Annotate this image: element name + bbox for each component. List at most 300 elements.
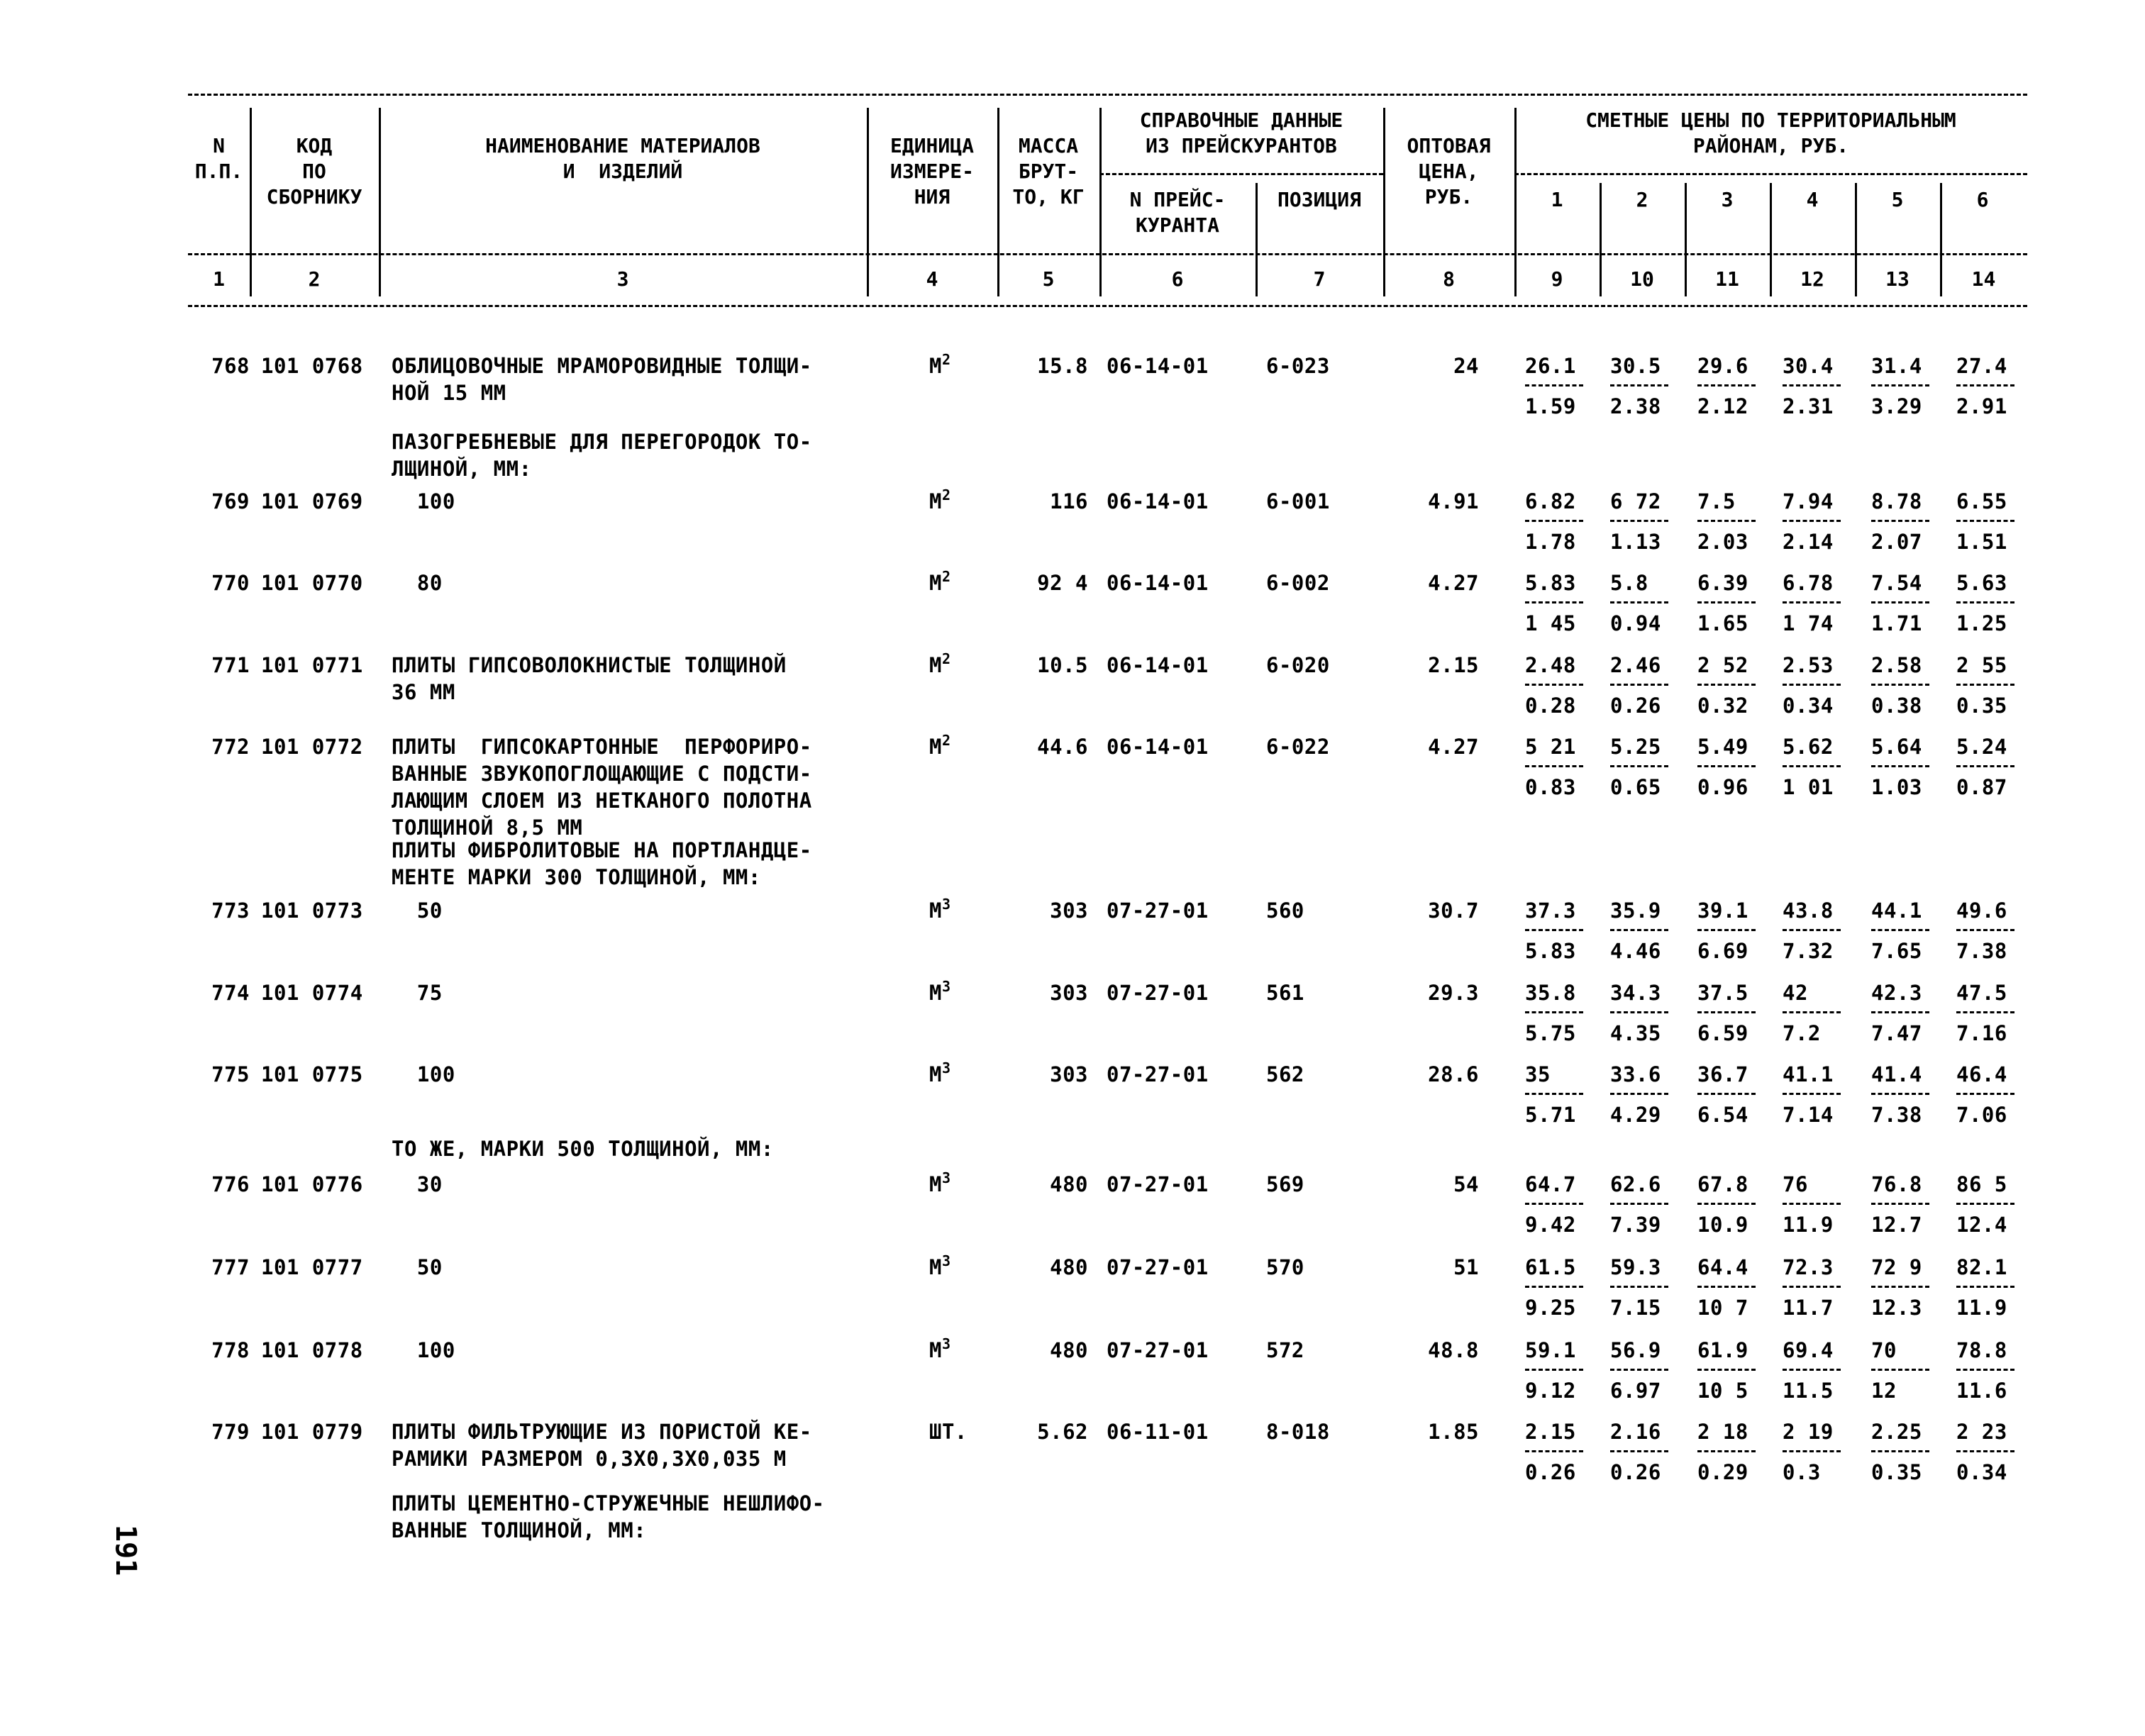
fraction-bar — [1610, 1011, 1668, 1013]
regions-sub-rule — [1514, 173, 2027, 175]
fraction-bar — [1525, 520, 1583, 522]
header-col-mass: МАССА БРУТ- ТО, КГ — [1012, 134, 1085, 208]
fraction-bar — [1783, 1093, 1841, 1095]
row-price: 64.4 — [1697, 1255, 1748, 1279]
unit-exponent: 3 — [941, 896, 951, 913]
row-price-sub: 7.06 — [1956, 1103, 2007, 1127]
row-name: 30 — [392, 1172, 443, 1196]
row-price: 42.3 — [1871, 981, 1922, 1005]
row-price-sub: 0.3 — [1783, 1460, 1821, 1484]
row-price-sub: 0.26 — [1610, 694, 1661, 718]
fraction-bar — [1697, 1286, 1756, 1288]
fraction-bar — [1697, 1450, 1756, 1452]
fraction-bar — [1871, 1450, 1929, 1452]
row-unit — [929, 897, 951, 924]
row-price: 43.8 — [1783, 898, 1834, 923]
row-price: 86 5 — [1956, 1172, 2007, 1196]
row-price: 6 72 — [1610, 489, 1661, 513]
row-price: 67.8 — [1697, 1172, 1748, 1196]
row-price: 7.54 — [1871, 571, 1922, 595]
row-price-sub: 7.32 — [1783, 939, 1834, 963]
row-price: 2.58 — [1871, 653, 1922, 677]
row-price-sub: 11.7 — [1783, 1296, 1834, 1320]
row-price-sub: 0.26 — [1525, 1460, 1576, 1484]
region-label: 5 — [1891, 188, 1904, 211]
row-price: 69.4 — [1783, 1338, 1834, 1362]
fraction-bar — [1956, 1093, 2014, 1095]
fraction-bar — [1697, 601, 1756, 603]
fraction-bar — [1783, 1450, 1841, 1452]
row-number: 777 — [211, 1255, 250, 1279]
row-code: 101 0776 — [261, 1172, 363, 1196]
fraction-bar — [1956, 929, 2014, 931]
row-name: 100 — [392, 489, 455, 513]
row-price-sub: 2.07 — [1871, 530, 1922, 554]
row-price: 8.78 — [1871, 489, 1922, 513]
fraction-bar — [1871, 384, 1929, 386]
section-title: ПЛИТЫ ФИБРОЛИТОВЫЕ НА ПОРТЛАНДЦЕ- МЕНТЕ МАРКИ 300 ТОЛЩИНОЙ, ММ: — [392, 838, 812, 889]
row-number: 779 — [211, 1420, 250, 1444]
row-price-sub: 1.13 — [1610, 530, 1661, 554]
fraction-bar — [1697, 765, 1756, 767]
row-price: 35.9 — [1610, 898, 1661, 923]
row-price: 78.8 — [1956, 1338, 2007, 1362]
row-price-sub: 0.34 — [1956, 1460, 2007, 1484]
fraction-bar — [1610, 520, 1668, 522]
fraction-bar — [1610, 1286, 1668, 1288]
header-bottom-rule — [188, 305, 2027, 307]
row-price: 41.1 — [1783, 1062, 1834, 1086]
fraction-bar — [1871, 684, 1929, 686]
row-price-sub: 0.38 — [1871, 694, 1922, 718]
fraction-bar — [1525, 684, 1583, 686]
row-position: 560 — [1266, 898, 1304, 923]
fraction-bar — [1783, 765, 1841, 767]
row-price: 2 55 — [1956, 653, 2007, 677]
row-number: 778 — [211, 1338, 250, 1362]
fraction-bar — [1610, 929, 1668, 931]
row-pricelist: 07-27-01 — [1107, 1255, 1209, 1279]
row-unit — [929, 488, 951, 515]
region-label: 2 — [1636, 188, 1648, 211]
fraction-bar — [1525, 1450, 1583, 1452]
row-wholesale: 29.3 — [1428, 981, 1479, 1005]
row-price: 41.4 — [1871, 1062, 1922, 1086]
row-price: 70 — [1871, 1338, 1897, 1362]
row-price: 61.9 — [1697, 1338, 1748, 1362]
header-col-name: НАИМЕНОВАНИЕ МАТЕРИАЛОВ И ИЗДЕЛИЙ — [485, 134, 760, 183]
row-position: 562 — [1266, 1062, 1304, 1086]
header-col-pricelist: N ПРЕЙС- КУРАНТА — [1129, 188, 1226, 237]
row-price: 30.5 — [1610, 354, 1661, 378]
fraction-bar — [1783, 384, 1841, 386]
unit-base: М — [929, 571, 942, 595]
unit-base: ШТ. — [929, 1420, 968, 1444]
row-price: 29.6 — [1697, 354, 1748, 378]
fraction-bar — [1610, 384, 1668, 386]
row-price: 36.7 — [1697, 1062, 1748, 1086]
unit-exponent: 3 — [941, 1335, 951, 1352]
row-wholesale: 30.7 — [1428, 898, 1479, 923]
row-price: 5.25 — [1610, 735, 1661, 759]
row-price: 27.4 — [1956, 354, 2007, 378]
row-price-sub: 10.9 — [1697, 1213, 1748, 1237]
fraction-bar — [1956, 1011, 2014, 1013]
row-price-sub: 11.9 — [1956, 1296, 2007, 1320]
fraction-bar — [1697, 929, 1756, 931]
column-number: 6 — [1171, 267, 1184, 291]
row-price: 2.15 — [1525, 1420, 1576, 1444]
row-unit — [929, 352, 951, 379]
row-price-sub: 1.51 — [1956, 530, 2007, 554]
row-price-sub: 7.39 — [1610, 1213, 1661, 1237]
row-name: 75 — [392, 981, 443, 1005]
row-code: 101 0773 — [261, 898, 363, 923]
row-pricelist: 06-14-01 — [1107, 489, 1209, 513]
row-mass: 15.8 — [1037, 354, 1088, 378]
row-price: 49.6 — [1956, 898, 2007, 923]
fraction-bar — [1783, 520, 1841, 522]
row-position: 6-023 — [1266, 354, 1330, 378]
row-price-sub: 1 45 — [1525, 611, 1576, 635]
row-price: 76.8 — [1871, 1172, 1922, 1196]
fraction-bar — [1697, 1093, 1756, 1095]
row-price-sub: 3.29 — [1871, 394, 1922, 418]
row-position: 561 — [1266, 981, 1304, 1005]
unit-base: М — [929, 1172, 942, 1196]
row-price: 6.55 — [1956, 489, 2007, 513]
row-price: 56.9 — [1610, 1338, 1661, 1362]
row-mass: 92 4 — [1037, 571, 1088, 595]
row-mass: 116 — [1050, 489, 1088, 513]
column-number: 1 — [213, 267, 225, 291]
row-price-sub: 11.6 — [1956, 1379, 2007, 1403]
row-price: 5.24 — [1956, 735, 2007, 759]
fraction-bar — [1610, 684, 1668, 686]
row-price-sub: 4.29 — [1610, 1103, 1661, 1127]
unit-exponent: 2 — [941, 568, 951, 585]
row-price: 62.6 — [1610, 1172, 1661, 1196]
row-pricelist: 07-27-01 — [1107, 1172, 1209, 1196]
fraction-bar — [1525, 1011, 1583, 1013]
row-number: 770 — [211, 571, 250, 595]
row-price: 82.1 — [1956, 1255, 2007, 1279]
page-number: 191 — [109, 1525, 142, 1576]
row-price: 2 18 — [1697, 1420, 1748, 1444]
fraction-bar — [1956, 1286, 2014, 1288]
row-unit — [929, 733, 951, 760]
fraction-bar — [1525, 601, 1583, 603]
row-price: 5.64 — [1871, 735, 1922, 759]
row-price-sub: 0.83 — [1525, 775, 1576, 799]
row-code: 101 0768 — [261, 354, 363, 378]
row-price: 34.3 — [1610, 981, 1661, 1005]
row-price-sub: 0.65 — [1610, 775, 1661, 799]
row-number: 774 — [211, 981, 250, 1005]
fraction-bar — [1956, 765, 2014, 767]
header-ref-title: СПРАВОЧНЫЕ ДАННЫЕ ИЗ ПРЕЙСКУРАНТОВ — [1139, 108, 1343, 157]
row-mass: 303 — [1050, 981, 1088, 1005]
header-col-position: ПОЗИЦИЯ — [1277, 188, 1361, 211]
row-unit — [929, 1061, 951, 1088]
row-name: ПЛИТЫ ГИПСОКАРТОННЫЕ ПЕРФОРИРО- ВАННЫЕ ЗВУКОПОГЛОЩАЮЩИЕ С ПОДСТИ- ЛАЮЩИМ СЛОЕМ ИЗ НЕТКАНОГО ПОЛОТНА ТОЛЩИНОЙ 8,5 ММ — [392, 735, 812, 840]
row-price: 2.48 — [1525, 653, 1576, 677]
column-number: 13 — [1885, 267, 1910, 291]
row-price-sub: 12.4 — [1956, 1213, 2007, 1237]
row-price-sub: 7.15 — [1610, 1296, 1661, 1320]
header-col-wholesale: ОПТОВАЯ ЦЕНА, РУБ. — [1407, 134, 1491, 208]
fraction-bar — [1956, 1450, 2014, 1452]
row-price: 31.4 — [1871, 354, 1922, 378]
row-unit — [929, 1337, 951, 1364]
fraction-bar — [1525, 765, 1583, 767]
fraction-bar — [1871, 1286, 1929, 1288]
row-price-sub: 12 — [1871, 1379, 1897, 1403]
region-label: 6 — [1976, 188, 1989, 211]
row-price-sub: 6.97 — [1610, 1379, 1661, 1403]
row-price: 61.5 — [1525, 1255, 1576, 1279]
fraction-bar — [1956, 1369, 2014, 1371]
section-title: ПЛИТЫ ЦЕМЕНТНО-СТРУЖЕЧНЫЕ НЕШЛИФО- ВАННЫЕ ТОЛЩИНОЙ, ММ: — [392, 1491, 825, 1542]
row-price: 2 19 — [1783, 1420, 1834, 1444]
fraction-bar — [1871, 1093, 1929, 1095]
row-price: 7.94 — [1783, 489, 1834, 513]
row-price: 2.46 — [1610, 653, 1661, 677]
row-price-sub: 1.59 — [1525, 394, 1576, 418]
unit-exponent: 3 — [941, 1169, 951, 1186]
row-price-sub: 12.7 — [1871, 1213, 1922, 1237]
row-price-sub: 7.65 — [1871, 939, 1922, 963]
fraction-bar — [1697, 1369, 1756, 1371]
row-price: 76 — [1783, 1172, 1808, 1196]
row-price-sub: 4.46 — [1610, 939, 1661, 963]
fraction-bar — [1697, 684, 1756, 686]
unit-base: М — [929, 489, 942, 513]
row-price: 37.5 — [1697, 981, 1748, 1005]
row-price: 26.1 — [1525, 354, 1576, 378]
row-price-sub: 7.16 — [1956, 1021, 2007, 1045]
row-price: 6.82 — [1525, 489, 1576, 513]
row-pricelist: 07-27-01 — [1107, 898, 1209, 923]
fraction-bar — [1871, 929, 1929, 931]
fraction-bar — [1697, 1011, 1756, 1013]
row-wholesale: 28.6 — [1428, 1062, 1479, 1086]
unit-exponent: 2 — [941, 486, 951, 503]
row-position: 8-018 — [1266, 1420, 1330, 1444]
header-regions-title: СМЕТНЫЕ ЦЕНЫ ПО ТЕРРИТОРИАЛЬНЫМ РАЙОНАМ, РУБ. — [1585, 108, 1956, 157]
row-price-sub: 9.42 — [1525, 1213, 1576, 1237]
row-number: 775 — [211, 1062, 250, 1086]
region-label: 3 — [1721, 188, 1734, 211]
row-wholesale: 1.85 — [1428, 1420, 1479, 1444]
column-number: 14 — [1971, 267, 1996, 291]
row-price: 59.3 — [1610, 1255, 1661, 1279]
column-number: 11 — [1715, 267, 1739, 291]
fraction-bar — [1697, 384, 1756, 386]
row-code: 101 0774 — [261, 981, 363, 1005]
row-name: ПЛИТЫ ФИЛЬТРУЮЩИЕ ИЗ ПОРИСТОЙ КЕ- РАМИКИ РАЗМЕРОМ 0,3Х0,3Х0,035 М — [392, 1420, 812, 1471]
row-price-sub: 7.2 — [1783, 1021, 1821, 1045]
fraction-bar — [1525, 1093, 1583, 1095]
fraction-bar — [1610, 601, 1668, 603]
unit-base: М — [929, 735, 942, 759]
row-mass: 303 — [1050, 1062, 1088, 1086]
row-name: 80 — [392, 571, 443, 595]
row-price-sub: 6.59 — [1697, 1021, 1748, 1045]
row-price: 5.49 — [1697, 735, 1748, 759]
fraction-bar — [1697, 1203, 1756, 1205]
row-code: 101 0779 — [261, 1420, 363, 1444]
row-price-sub: 1.65 — [1697, 611, 1748, 635]
row-price: 2.25 — [1871, 1420, 1922, 1444]
row-unit — [929, 979, 951, 1006]
row-price-sub: 7.47 — [1871, 1021, 1922, 1045]
row-price: 5.83 — [1525, 571, 1576, 595]
row-code: 101 0770 — [261, 571, 363, 595]
row-price: 42 — [1783, 981, 1808, 1005]
row-price: 35 — [1525, 1062, 1551, 1086]
row-price: 2.16 — [1610, 1420, 1661, 1444]
row-price: 39.1 — [1697, 898, 1748, 923]
column-number: 12 — [1800, 267, 1824, 291]
region-label: 4 — [1806, 188, 1819, 211]
row-price: 6.39 — [1697, 571, 1748, 595]
row-price-sub: 1.03 — [1871, 775, 1922, 799]
header-col-n: N П.П. — [194, 134, 243, 183]
row-name: ОБЛИЦОВОЧНЫЕ МРАМОРОВИДНЫЕ ТОЛЩИ- НОЙ 15 ММ — [392, 354, 812, 405]
fraction-bar — [1525, 1203, 1583, 1205]
row-position: 6-002 — [1266, 571, 1330, 595]
row-unit — [929, 1254, 951, 1281]
fraction-bar — [1871, 1369, 1929, 1371]
row-price-sub: 6.69 — [1697, 939, 1748, 963]
row-price-sub: 4.35 — [1610, 1021, 1661, 1045]
row-pricelist: 07-27-01 — [1107, 1062, 1209, 1086]
header-col-unit: ЕДИНИЦА ИЗМЕРЕ- НИЯ — [889, 134, 974, 208]
column-number: 10 — [1630, 267, 1654, 291]
fraction-bar — [1525, 1286, 1583, 1288]
row-number: 772 — [211, 735, 250, 759]
row-price-sub: 2.03 — [1697, 530, 1748, 554]
row-name: 50 — [392, 898, 443, 923]
row-pricelist: 06-14-01 — [1107, 354, 1209, 378]
unit-base: М — [929, 1338, 942, 1362]
section-title: ТО ЖЕ, МАРКИ 500 ТОЛЩИНОЙ, ММ: — [392, 1137, 774, 1161]
row-price-sub: 5.83 — [1525, 939, 1576, 963]
column-number: 7 — [1313, 267, 1326, 291]
fraction-bar — [1610, 1093, 1668, 1095]
fraction-bar — [1783, 1369, 1841, 1371]
fraction-bar — [1871, 1011, 1929, 1013]
row-price: 2 23 — [1956, 1420, 2007, 1444]
row-price-sub: 10 7 — [1697, 1296, 1748, 1320]
unit-exponent: 3 — [941, 1059, 951, 1076]
unit-base: М — [929, 1062, 942, 1086]
column-number: 8 — [1443, 267, 1455, 291]
row-price: 44.1 — [1871, 898, 1922, 923]
row-number: 773 — [211, 898, 250, 923]
column-number: 2 — [308, 267, 321, 291]
row-price: 72.3 — [1783, 1255, 1834, 1279]
row-code: 101 0769 — [261, 489, 363, 513]
row-price: 72 9 — [1871, 1255, 1922, 1279]
unit-base: М — [929, 898, 942, 923]
row-price-sub: 9.12 — [1525, 1379, 1576, 1403]
row-price: 6.78 — [1783, 571, 1834, 595]
row-mass: 10.5 — [1037, 653, 1088, 677]
fraction-bar — [1610, 1203, 1668, 1205]
row-pricelist: 06-14-01 — [1107, 735, 1209, 759]
fraction-bar — [1871, 601, 1929, 603]
unit-base: М — [929, 653, 942, 677]
row-pricelist: 06-14-01 — [1107, 571, 1209, 595]
fraction-bar — [1610, 1450, 1668, 1452]
row-number: 771 — [211, 653, 250, 677]
row-unit — [929, 569, 951, 596]
row-price: 37.3 — [1525, 898, 1576, 923]
row-price: 2.53 — [1783, 653, 1834, 677]
row-mass: 480 — [1050, 1172, 1088, 1196]
header-mid-rule — [188, 253, 2027, 255]
row-code: 101 0772 — [261, 735, 363, 759]
row-price-sub: 7.38 — [1871, 1103, 1922, 1127]
fraction-bar — [1956, 684, 2014, 686]
fraction-bar — [1871, 520, 1929, 522]
fraction-bar — [1610, 765, 1668, 767]
row-price-sub: 0.28 — [1525, 694, 1576, 718]
row-price-sub: 7.14 — [1783, 1103, 1834, 1127]
row-price: 30.4 — [1783, 354, 1834, 378]
row-price-sub: 1.78 — [1525, 530, 1576, 554]
row-position: 6-022 — [1266, 735, 1330, 759]
row-price: 2 52 — [1697, 653, 1748, 677]
row-price-sub: 2.12 — [1697, 394, 1748, 418]
row-price-sub: 5.71 — [1525, 1103, 1576, 1127]
row-wholesale: 4.91 — [1428, 489, 1479, 513]
row-mass: 5.62 — [1037, 1420, 1088, 1444]
row-price-sub: 5.75 — [1525, 1021, 1576, 1045]
fraction-bar — [1783, 1286, 1841, 1288]
unit-exponent: 2 — [941, 650, 951, 667]
ref-sub-rule — [1099, 173, 1383, 175]
row-price-sub: 0.35 — [1871, 1460, 1922, 1484]
column-number: 5 — [1042, 267, 1055, 291]
unit-exponent: 3 — [941, 978, 951, 995]
row-mass: 303 — [1050, 898, 1088, 923]
row-wholesale: 24 — [1453, 354, 1479, 378]
row-price: 46.4 — [1956, 1062, 2007, 1086]
column-number: 9 — [1551, 267, 1563, 291]
row-name: 50 — [392, 1255, 443, 1279]
fraction-bar — [1783, 684, 1841, 686]
fraction-bar — [1956, 384, 2014, 386]
row-price-sub: 0.32 — [1697, 694, 1748, 718]
row-price-sub: 2.14 — [1783, 530, 1834, 554]
row-price-sub: 1 74 — [1783, 611, 1834, 635]
fraction-bar — [1610, 1369, 1668, 1371]
row-wholesale: 48.8 — [1428, 1338, 1479, 1362]
row-price: 5.8 — [1610, 571, 1648, 595]
row-pricelist: 07-27-01 — [1107, 981, 1209, 1005]
row-unit — [929, 1418, 968, 1445]
row-price-sub: 2.38 — [1610, 394, 1661, 418]
row-price-sub: 6.54 — [1697, 1103, 1748, 1127]
unit-exponent: 3 — [941, 1252, 951, 1269]
row-price-sub: 0.29 — [1697, 1460, 1748, 1484]
row-name: ПЛИТЫ ГИПСОВОЛОКНИСТЫЕ ТОЛЩИНОЙ 36 ММ — [392, 653, 787, 704]
row-price-sub: 11.5 — [1783, 1379, 1834, 1403]
row-wholesale: 51 — [1453, 1255, 1479, 1279]
